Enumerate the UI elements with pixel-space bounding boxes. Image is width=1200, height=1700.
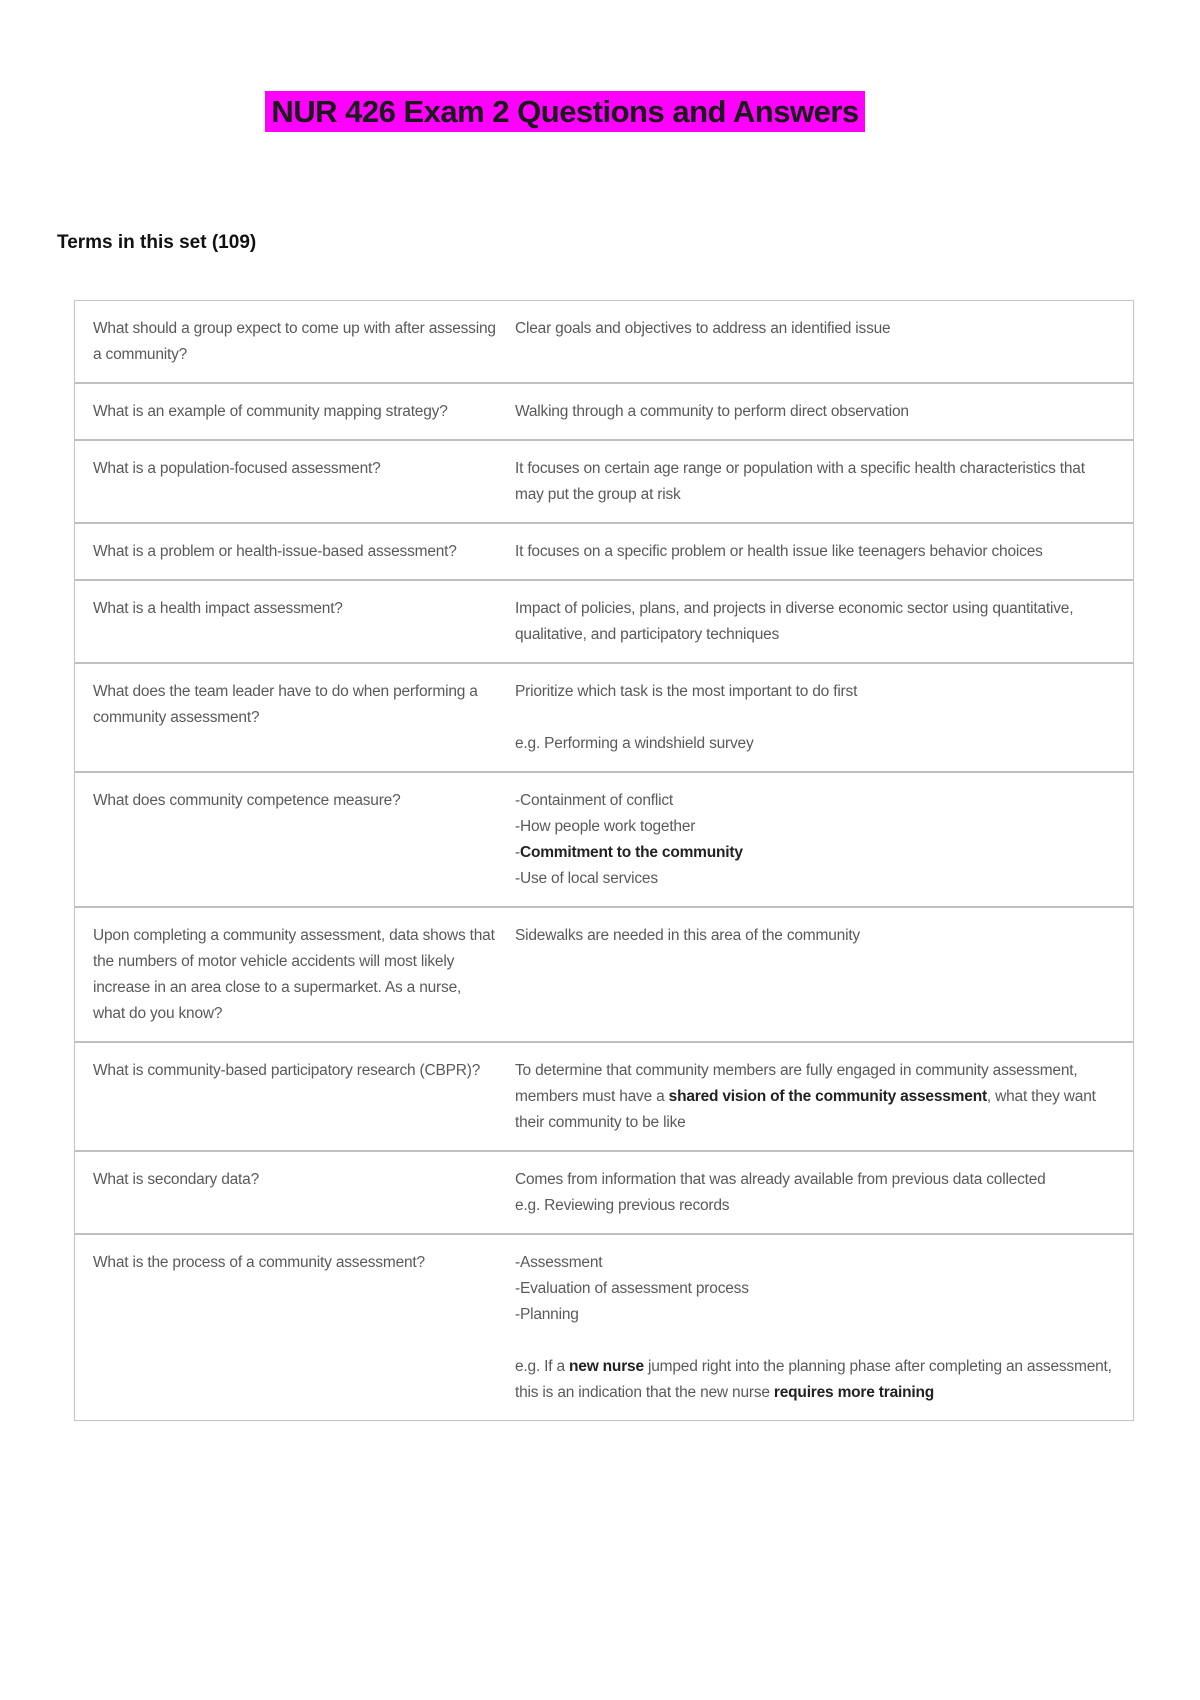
definition-cell [515,773,1133,906]
definition-line: -Evaluation of assessment process [515,1280,749,1297]
definition-text: To determine that community members are fully engaged in community assessment, members must have a [515,1062,1078,1105]
definition-bold-text: Commitment to the community [519,844,743,861]
definition-cell [515,301,1133,382]
term-cell: What is a population-focused assessment? [93,460,381,477]
table-row [75,581,1133,664]
definition-cell [515,1152,1133,1233]
table-row [75,1043,1133,1152]
definition-cell [515,384,1133,439]
definition-text: jumped right into the planning phase after completing an assessment, this is an indication that the new nurse [515,1358,1112,1401]
definition-line: Impact of policies, plans, and projects in diverse economic sector using quantitative, qualitative, and participatory techniques [515,600,1074,643]
set-count-label: Terms in this set (109) [57,232,257,253]
line-gap [515,705,1115,731]
table-row [75,301,1133,384]
definition-line: Sidewalks are needed in this area of the community [515,927,860,944]
term-cell: What is community-based participatory research (CBPR)? [93,1062,481,1079]
title-highlight [265,91,865,132]
definition-example [515,1354,1115,1406]
line-gap [515,1328,1115,1354]
table-row [75,1235,1133,1420]
definition-example: e.g. Performing a windshield survey [515,735,754,752]
table-row [75,908,1133,1043]
table-row [75,1152,1133,1235]
definition-line: Walking through a community to perform direct observation [515,403,909,420]
definition-cell [515,908,1133,1041]
table-row [75,441,1133,524]
term-cell: What is the process of a community assessment? [93,1254,425,1271]
term-cell: What is a problem or health-issue-based assessment? [93,543,457,560]
table-row [75,664,1133,773]
definition-line: -How people work together [515,818,696,835]
definition-cell [515,441,1133,522]
definition-prefix: - [515,844,520,861]
term-cell: What is an example of community mapping strategy? [93,403,448,420]
term-cell: What is secondary data? [93,1171,259,1188]
term-cell: What is a health impact assessment? [93,600,343,617]
definition-cell [515,524,1133,579]
definition-bold-text: requires more training [773,1384,935,1401]
definition-line: Comes from information that was already available from previous data collected [515,1171,1046,1188]
definition-line: It focuses on a specific problem or health issue like teenagers behavior choices [515,543,1043,560]
definition-line: Prioritize which task is the most important to do first [515,683,858,700]
definition-line [515,840,1115,866]
definition-cell [515,1043,1133,1150]
page-title: NUR 426 Exam 2 Questions and Answers [271,93,859,129]
term-cell: What does the team leader have to do when performing a community assessment? [93,683,478,726]
definition-cell [515,581,1133,662]
definition-cell [515,1235,1133,1420]
definition-line: -Planning [515,1306,579,1323]
term-cell: What should a group expect to come up with after assessing a community? [93,320,496,363]
definition-bold-text: new nurse [569,1358,644,1375]
definition-cell [515,664,1133,771]
definition-text: , what they want their community to be like [515,1088,1096,1131]
definition-line: -Assessment [515,1254,603,1271]
qa-table [74,300,1134,1421]
term-cell: What does community competence measure? [93,792,401,809]
table-row [75,384,1133,441]
definition-line: It focuses on certain age range or population with a specific health characteristics that may put the group at risk [515,460,1085,503]
definition-example: e.g. Reviewing previous records [515,1197,730,1214]
definition-line: -Use of local services [515,870,658,887]
definition-line: Clear goals and objectives to address an identified issue [515,320,891,337]
definition-bold-text: shared vision of the community assessment [668,1088,987,1105]
table-row [75,773,1133,908]
table-row [75,524,1133,581]
definition-text: e.g. If a [515,1358,570,1375]
definition-line: -Containment of conflict [515,792,674,809]
term-cell: Upon completing a community assessment, data shows that the numbers of motor vehicle accidents will most likely increase in an area close to a supermarket. As a nurse, what do you know? [93,927,495,1022]
